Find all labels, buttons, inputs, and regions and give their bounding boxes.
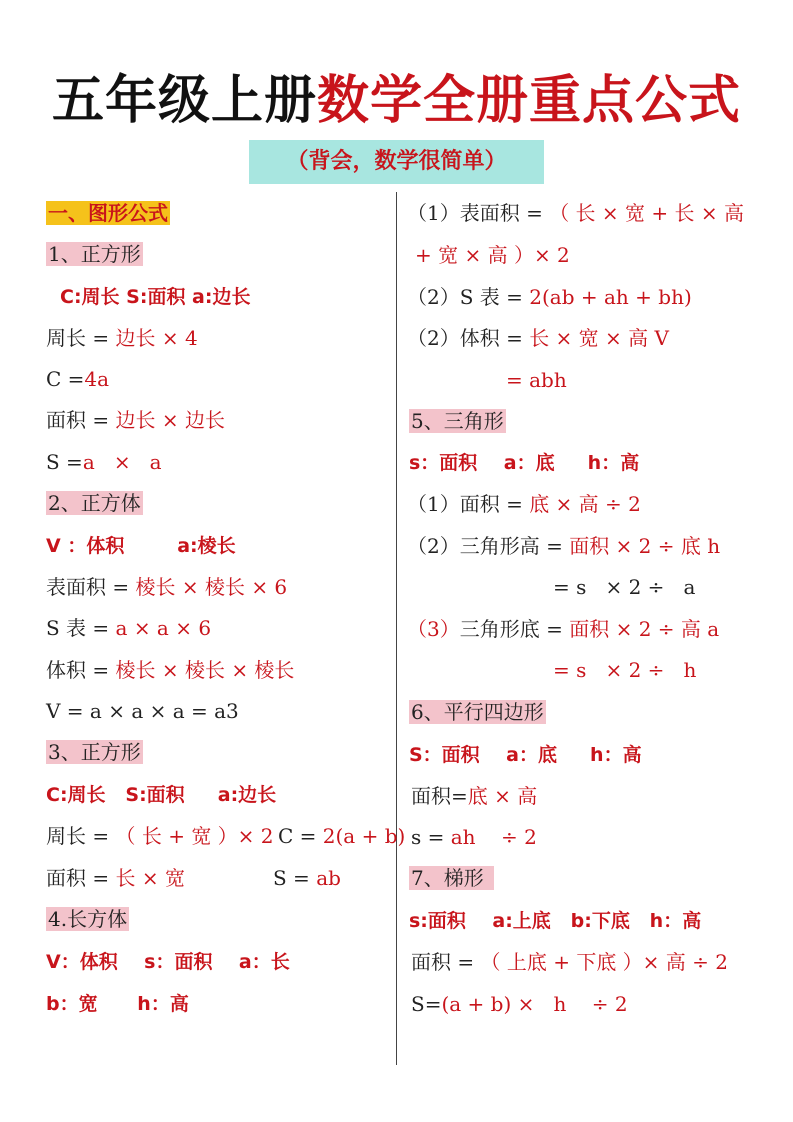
square-perimeter-formula: 周长 = 边长 × 4 [46, 326, 198, 350]
triangle-base-formula: （3）三角形底 = 面积 × 2 ÷ 高 a [407, 617, 720, 641]
rectangle-perimeter-symbolic: C = 2(a + b) [278, 824, 406, 848]
cube-heading: 2、正方体 [48, 491, 141, 515]
cube-surface-symbolic: S 表 = a × a × 6 [46, 616, 212, 640]
trapezoid-area-formula: 面积 = （ 上底 + 下底 ）× 高 ÷ 2 [411, 950, 728, 974]
square-area-formula: 面积 = 边长 × 边长 [46, 408, 225, 432]
cuboid-variables-2: b：宽 h：高 [46, 993, 189, 1015]
triangle-area-formula: （1）面积 = 底 × 高 ÷ 2 [407, 492, 641, 516]
cuboid-surface-formula: （1）表面积 = （ 长 × 宽 + 长 × 高 [407, 201, 744, 225]
triangle-heading: 5、三角形 [411, 409, 504, 433]
cube-volume-formula: 体积 = 棱长 × 棱长 × 棱长 [46, 658, 295, 682]
subtitle-banner: （背会，数学很简单） [249, 140, 544, 184]
rectangle-area-symbolic: S = ab [273, 866, 341, 890]
rectangle-perimeter-formula: 周长 = （ 长 + 宽 ）× 2 [46, 824, 274, 848]
trapezoid-variables: s:面积 a:上底 b:下底 h：高 [409, 910, 702, 932]
parallelogram-variables: S：面积 a：底 h：高 [409, 744, 642, 766]
square-heading: 1、正方形 [48, 242, 141, 266]
parallelogram-area-formula: 面积=底 × 高 [411, 784, 538, 808]
rectangle-heading: 3、正方形 [48, 740, 141, 764]
cuboid-variables-1: V：体积 s：面积 a：长 [46, 951, 290, 973]
cuboid-volume-formula: （2）体积 = 长 × 宽 × 高 V [407, 326, 669, 350]
square-area-symbolic: S =a × a [46, 450, 162, 474]
section-heading-shapes: 一、图形公式 [48, 201, 168, 225]
cuboid-volume-symbolic: = abh [506, 368, 567, 392]
cuboid-heading: 4.长方体 [48, 907, 128, 931]
title-red-part: 数学全册重点公式 [317, 71, 742, 131]
cuboid-surface-symbolic: （2）S 表 = 2(ab + ah + bh) [407, 285, 692, 309]
cube-surface-formula: 表面积 = 棱长 × 棱长 × 6 [46, 575, 288, 599]
square-variables: C:周长 S:面积 a:边长 [60, 286, 251, 308]
page-title [0, 58, 793, 133]
trapezoid-heading: 7、梯形 [409, 861, 494, 897]
triangle-height-symbolic: = s × 2 ÷ a [553, 575, 696, 599]
parallelogram-heading: 6、平行四边形 [411, 700, 544, 724]
parallelogram-area-symbolic: s = ah ÷ 2 [411, 825, 537, 849]
triangle-base-symbolic: = s × 2 ÷ h [553, 658, 697, 682]
rectangle-variables: C:周长 S:面积 a:边长 [46, 784, 277, 806]
rectangle-area-formula: 面积 = 长 × 宽 [46, 866, 185, 890]
cuboid-surface-formula-cont: + 宽 × 高 ）× 2 [415, 243, 570, 267]
trapezoid-area-symbolic: S=(a + b) × h ÷ 2 [411, 992, 628, 1016]
triangle-variables: s：面积 a：底 h：高 [409, 452, 640, 474]
cube-variables: V ：体积 a:棱长 [46, 535, 236, 557]
triangle-height-formula: （2）三角形高 = 面积 × 2 ÷ 底 h [407, 534, 721, 558]
square-perimeter-symbolic: C =4a [46, 367, 110, 391]
column-divider [396, 192, 397, 1065]
title-black-part: 五年级上册 [51, 71, 317, 131]
cube-volume-symbolic: V = a × a × a = a3 [46, 699, 239, 723]
